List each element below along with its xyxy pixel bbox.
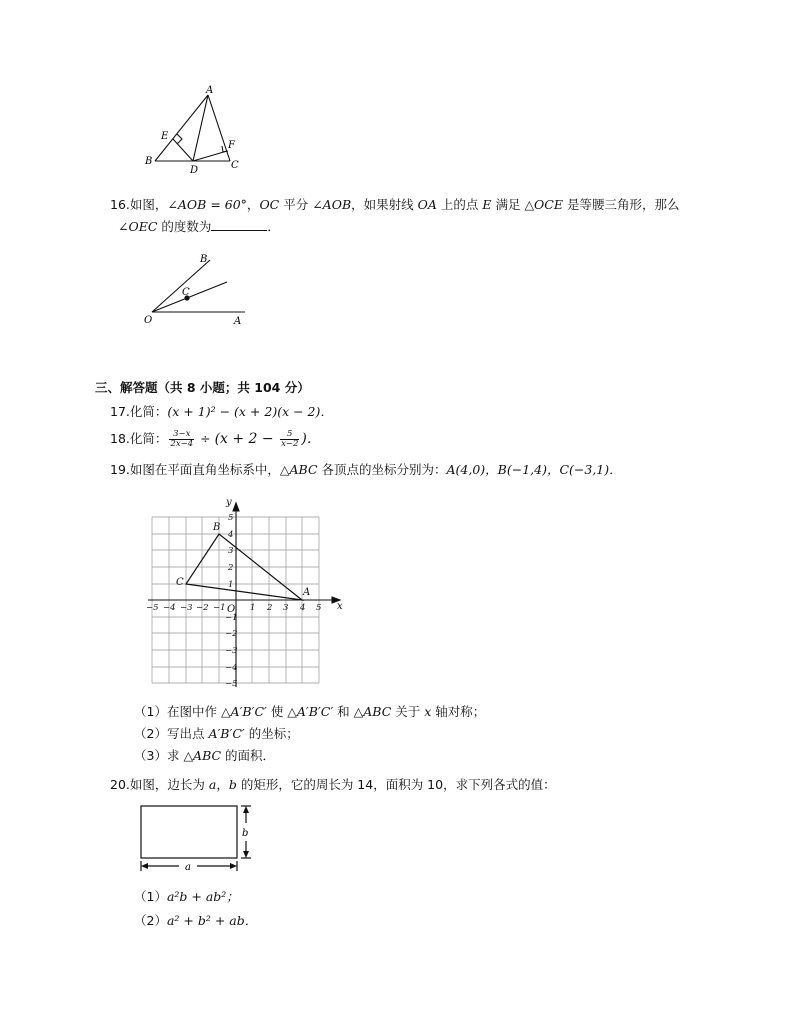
label-B: B	[145, 156, 153, 167]
dim-label-a: a	[185, 862, 191, 873]
q16-line-2: ∠OEC 的度数为 ．	[118, 219, 280, 234]
vertex-label-C: C	[176, 577, 184, 588]
q20-sub-2: （2）a² + b² + ab．	[134, 913, 258, 928]
label-C: C	[182, 287, 190, 298]
axis-label-x: x	[337, 601, 343, 612]
label-O: O	[144, 315, 153, 326]
tick-x--3: −3	[180, 603, 193, 613]
origin-label: O	[227, 604, 236, 615]
section-title: 三、解答题（共 8 小题；共 104 分）	[95, 380, 310, 395]
tick-y--1: −1	[225, 613, 238, 623]
tick-y--2: −2	[225, 629, 238, 639]
tick-x--4: −4	[163, 603, 176, 613]
vertex-label-B: B	[213, 522, 221, 533]
q16-line-1: 16.如图，∠AOB = 60°，OC 平分 ∠AOB，如果射线 OA 上的点 E 满足 △OCE 是等腰三角形，那么	[110, 197, 680, 212]
label-C: C	[231, 160, 239, 171]
label-E: E	[161, 131, 169, 142]
vertex-label-A: A	[303, 587, 311, 598]
tick-x-2: 2	[267, 603, 273, 613]
label-D: D	[190, 165, 199, 176]
axis-label-y: y	[226, 497, 232, 508]
tick-x--5: −5	[146, 603, 159, 613]
label-B: B	[200, 254, 208, 265]
tick-x-5: 5	[316, 603, 322, 613]
tick-y-1: 1	[228, 580, 234, 590]
tick-y-2: 2	[228, 563, 234, 573]
tick-x--2: −2	[196, 603, 209, 613]
q19-sub-2: （2）写出点 A′B′C′ 的坐标；	[134, 726, 299, 741]
q19-sub-3: （3）求 △ABC 的面积．	[134, 748, 276, 763]
label-F: F	[228, 140, 235, 151]
tick-x-1: 1	[250, 603, 256, 613]
tick-x--1: −1	[213, 603, 226, 613]
label-A: A	[234, 316, 242, 327]
triangle-figure-15	[140, 85, 250, 177]
tick-x-4: 4	[300, 603, 306, 613]
tick-y-5: 5	[228, 513, 234, 523]
tick-x-3: 3	[283, 603, 289, 613]
tick-y--3: −3	[225, 646, 238, 656]
fraction: $\frac{5}{x-2}$	[281, 429, 299, 449]
answer-blank[interactable]	[211, 218, 267, 231]
tick-y--4: −4	[225, 663, 238, 673]
label-A: A	[206, 85, 214, 96]
dim-label-b: b	[242, 828, 249, 839]
q19-sub-1: （1）在图中作 △A′B′C′ 使 △A′B′C′ 和 △ABC 关于 x 轴对称；	[134, 704, 486, 719]
tick-y-3: 3	[228, 546, 234, 556]
fraction: $\frac{3-x}{2x-4}$	[170, 429, 194, 449]
tick-y--5: −5	[225, 679, 238, 689]
tick-y-4: 4	[228, 530, 234, 540]
q20-sub-1: （1）a²b + ab²；	[134, 889, 239, 904]
rectangle-figure	[135, 800, 260, 880]
coordinate-grid	[140, 495, 350, 690]
angle-figure-16	[140, 250, 255, 330]
